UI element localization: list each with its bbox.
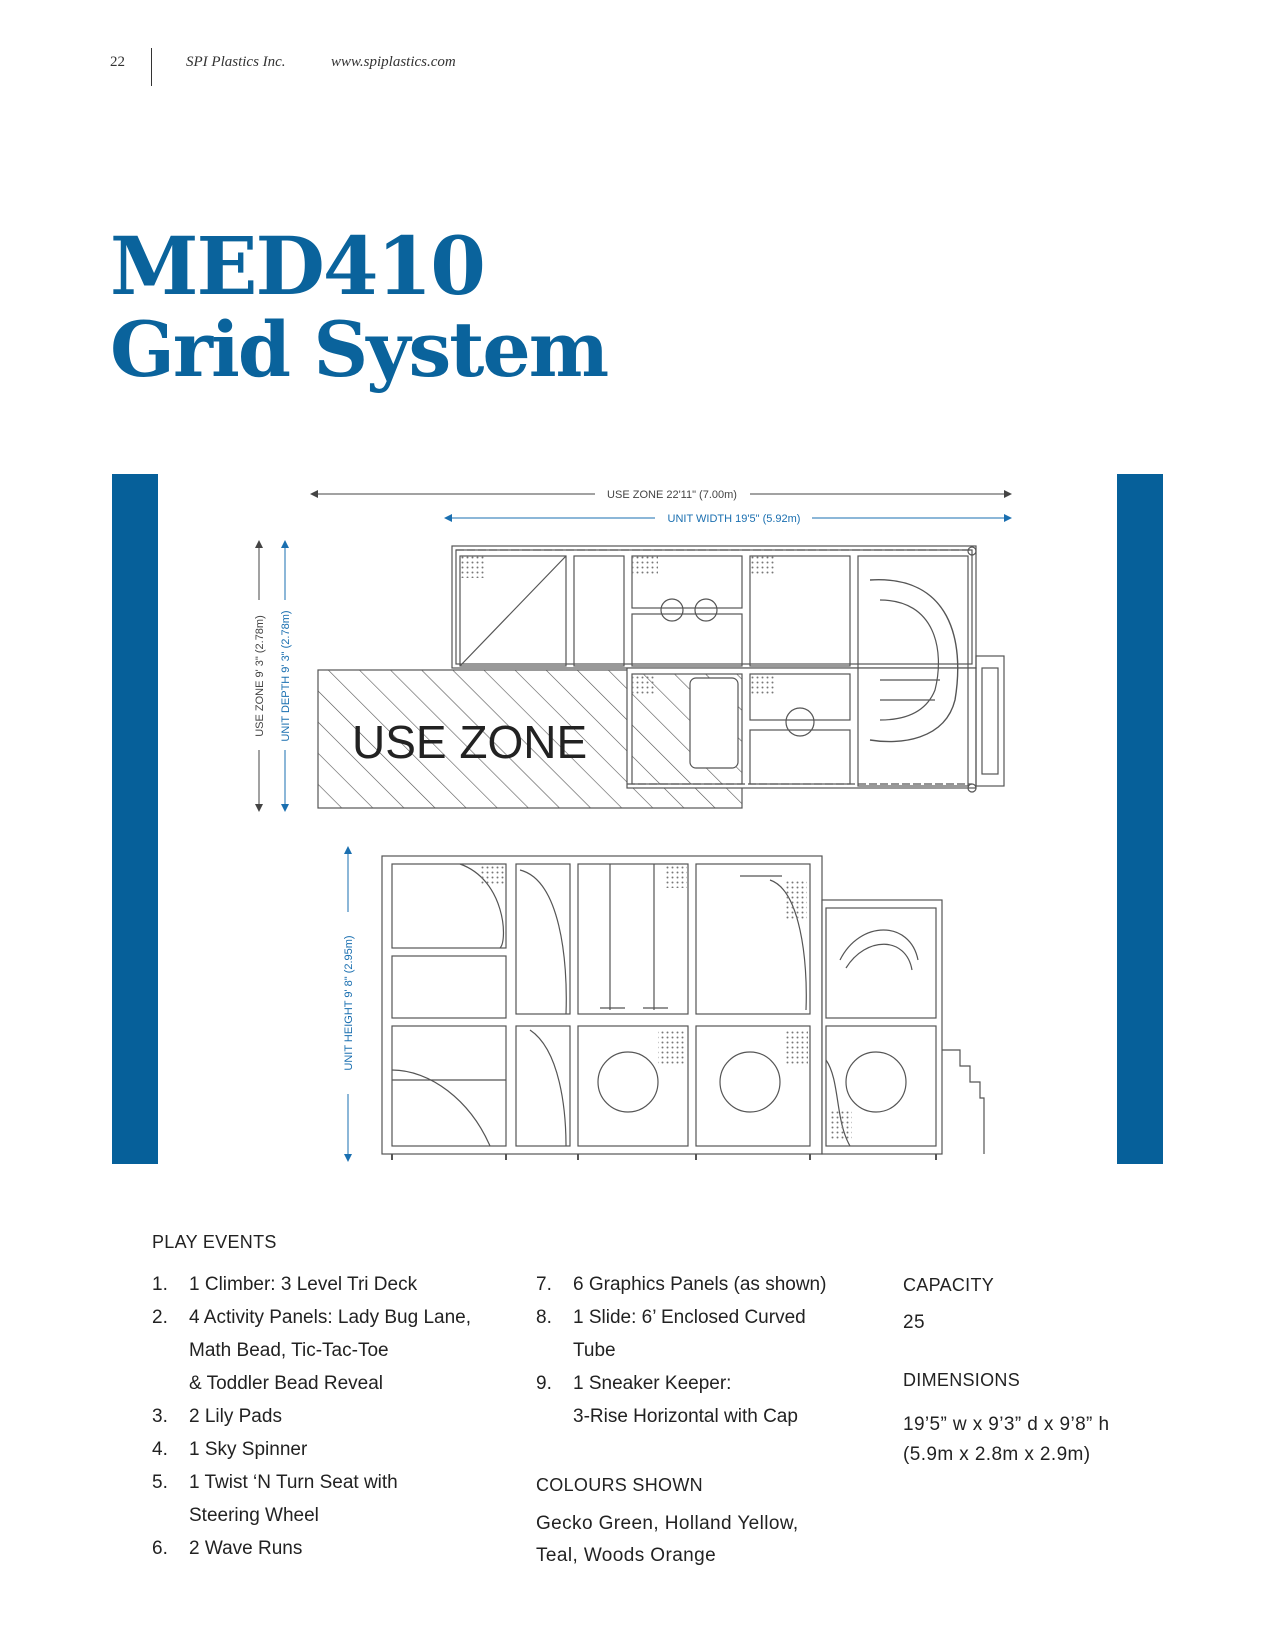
use-zone-depth-label: USE ZONE 9' 3" (2.78m) (254, 615, 266, 737)
use-zone-width-label: USE ZONE 22'11" (7.00m) (607, 489, 737, 501)
elevation-view (382, 856, 984, 1160)
unit-width-label: UNIT WIDTH 19'5" (5.92m) (667, 513, 801, 525)
list-item: 2. 4 Activity Panels: Lady Bug Lane, Math Bead, Tic-Tac-Toe & Toddler Bead Reveal (152, 1307, 472, 1394)
list-item: 5. 1 Twist ‘N Turn Seat with Steering Wheel (152, 1472, 398, 1526)
capacity-value: 25 (903, 1312, 925, 1333)
use-zone-depth-dimension (254, 544, 266, 808)
product-name-title: Grid System (110, 305, 608, 394)
website-link[interactable]: www.spiplastics.com (331, 54, 456, 70)
unit-height-dimension (343, 850, 355, 1158)
play-events-heading: PLAY EVENTS (152, 1232, 277, 1252)
unit-height-label: UNIT HEIGHT 9' 8" (2.95m) (343, 935, 355, 1071)
capacity-heading: CAPACITY (903, 1275, 995, 1295)
colours-heading: COLOURS SHOWN (536, 1475, 703, 1495)
list-item: 1. 1 Climber: 3 Level Tri Deck (152, 1274, 418, 1295)
dimensions-value: 19’5” w x 9’3” d x 9’8” h (5.9m x 2.8m x 2.9m) (903, 1414, 1110, 1465)
colours-value: Gecko Green, Holland Yellow, Teal, Woods Orange (536, 1513, 799, 1566)
unit-depth-dimension (280, 544, 292, 808)
page-number: 22 (110, 54, 125, 70)
list-item: 8. 1 Slide: 6’ Enclosed Curved Tube (536, 1307, 806, 1361)
list-item: 7. 6 Graphics Panels (as shown) (536, 1274, 827, 1295)
unit-width-dimension (448, 513, 1008, 525)
company-name: SPI Plastics Inc. (186, 54, 286, 70)
use-zone-width-dimension (314, 489, 1008, 501)
list-item: 6. 2 Wave Runs (152, 1538, 303, 1559)
play-events-list-1 (152, 1268, 512, 1565)
unit-depth-label: UNIT DEPTH 9' 3" (2.78m) (280, 610, 292, 742)
product-code-title: MED410 (110, 219, 484, 313)
list-item: 9. 1 Sneaker Keeper: 3-Rise Horizontal with Cap (536, 1373, 798, 1427)
dimensions-heading: DIMENSIONS (903, 1370, 1021, 1390)
plan-view (318, 546, 1004, 808)
list-item: 3. 2 Lily Pads (152, 1406, 282, 1427)
play-events-list-2 (536, 1268, 866, 1433)
use-zone-text: USE ZONE (352, 716, 588, 768)
list-item: 4. 1 Sky Spinner (152, 1439, 308, 1460)
